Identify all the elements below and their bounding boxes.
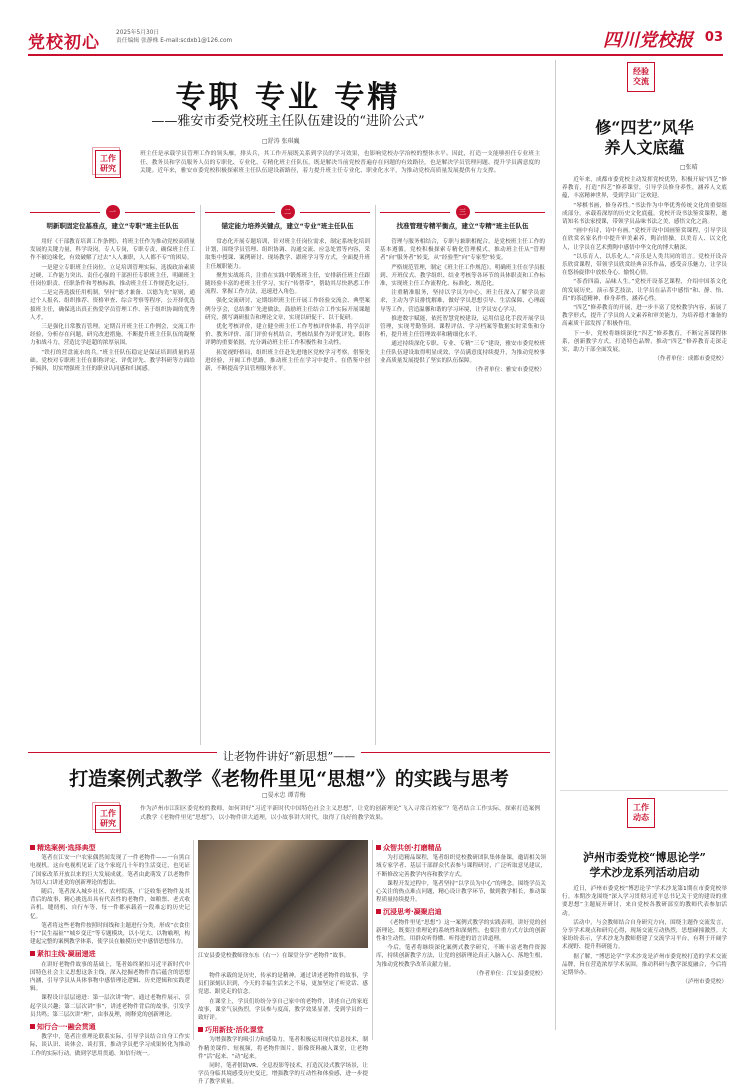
sidebar2-body: 近日，泸州市委党校“博思论学”学术沙龙第1期在市委党校举行。本期沙龙围绕“深入学习贯彻习近平总书记关于党的建设的重要思想”主题展开研讨，来自党校各教研部室的教师代表参加活动。 活动中，与会教师结合自身研究方向，围绕主题作交流发言，分享学术观点和研究心得，现场交流互动热烈，思想碰撞激烈。大家纷纷表示，学术沙龙为教师搭建了交流学习平台，有利于开阔学术视野、提升科研能力。 据了解，“博思论学”学术沙龙是泸州市委党校打造的学术交流品牌，旨在营造浓厚学术氛围，推动科研与教学深度融合，今后将定期举办。 （泸州市委党校） (562, 886, 727, 986)
article1-intro: 班主任是承载学员管理工作的领头雁，排头兵，其工作开展既关系到学员的学习效果，也影响党校办学治校的整体水平。因此，打造一支能够担任专业班主任、教务员和学员服务人员的专职化、专业化、专精化班主任队伍，既是解决当前党校普遍存在问题的有效路径，也是解决学员管理问题、提升学员满意度的关键。近年来，雅安市委党校积极探索班主任队伍建设新路径，着力提升班主任专业化、职业化水平，为推动党校高质量发展提供有力支撑。 (140, 151, 540, 174)
sidebar1-title: 修“四艺”风华 养人文底蕴 (595, 118, 694, 157)
page-header (28, 22, 723, 56)
article1-column-3: 管理与服务相结合，专职与兼职相配合，是党校班主任工作的基本遵循。党校积极探索专精化管理模式，推动班主任从“管理者”向“服务者”转变，从“经验型”向“专家型”转变。 严格规范管理，制定《班主任工作规范》，明确班主任在学员报到、开班仪式、教学组织、结业考核等各环节的具体职责和工作标准，实现班主任工作流程化、标准化、规范化。 注重精准服务，坚持以学员为中心，班主任深入了解学员需求，主动为学员排忧解难，做好学员思想引导、生活保障、心理疏导等工作，营造温馨和谐的学习环境，让学员安心学习。 推进数字赋能，依托智慧党校建设，运用信息化手段开展学员管理，实现考勤签到、课程评估、学习档案等数据实时采集和分析，提升班主任管理效率和精细化水平。 通过持续深化专职、专业、专精“三专”建设，雅安市委党校班主任队伍建设取得明显成效，学员满意度持续提升，为推动党校事业高质量发展提供了坚实的队伍保障。 （作者单位：雅安市委党校） (380, 239, 546, 374)
article2-heading-f: 沉浸思考·凝聚启迪 (376, 908, 546, 916)
article2-tag: 工作研究 (95, 805, 121, 833)
article2-heading-b: 紧扣主线·凝届递进 (30, 950, 190, 958)
article2-byline: □晏永忠 谭青梅 (262, 792, 306, 799)
sidebar1-tag: 经验交流 (627, 62, 655, 92)
section-heading: 锚定能力培养关键点，建立“专业”班主任队伍 (221, 222, 354, 230)
article1-subtitle: ——雅安市委党校班主任队伍建设的“进阶公式” (151, 114, 425, 129)
sidebar2-title: 泸州市委党校“博思论学” 学术沙龙系列活动启动 (583, 851, 706, 879)
article1-byline: □舒涛 张琪巍 (262, 138, 300, 145)
article2-heading-d: 巧用新技·活化课堂 (198, 1026, 368, 1034)
classroom-photo (198, 840, 368, 948)
newspaper-logo: 四川党校报 (603, 30, 693, 51)
article1-section-1-head (30, 205, 195, 231)
article2-heading-e: 众智共创·打磨精品 (376, 844, 546, 852)
article2-title: 打造案例式教学《老物件里见“思想”》的实践与思考 (69, 768, 509, 790)
section-number: 三 (456, 205, 470, 219)
section-title: 党校初心 (28, 33, 100, 53)
sidebar1-end: （作者单位：成都市委党校） (654, 356, 727, 363)
article2-column-3: 众智共创·打磨精品 为打造精品课程，笔者组织党校教研团队集体备课，邀请相关领域专家学者、基层干部群众代表参与课程研讨，广泛听取意见建议，不断修改完善教学内容和教学方式。 课程开发过程中，笔者坚持“以学员为中心”的理念，围绕学员关心关注的热点难点问题，精心设计教学环节，做到教学相长，推动课程质量持续提升。 沉浸思考·凝聚启迪 《老物件里见“思想”》这一案例式教学的实践表明，讲好党的创新理论，既要注重理论的系统性和深刻性，也要注重方式方法的创新性和生动性，用群众听得懂、听得进的语言讲道理。 今后，笔者将继续深化案例式教学研究，不断丰富老物件资源库，持续创新教学方法，让党的创新理论真正入脑入心、落地生根，为推动党校教学改革贡献力量。 （作者单位：江安县委党校） (376, 844, 546, 977)
article2-column-1: 精选案例·选择典型 笔者在江安一户农家偶然间发现了一件老物件——一台黑白电视机。这台电视机见证了这个家庭几十年的生活变迁，也见证了国家改革开放以来的巨大发展成就。笔者由此萌发了以老物件为切入口讲述党的创新理论的想法。 随后，笔者深入城乡社区、农村院落，广泛收集老物件及其背后的故事，精心挑选出具有代表性的老物件，如粮票、老式收音机、缝纫机、自行车等，每一件都承载着一段难忘的历史记忆。 笔者将这些老物件按照时间线和主题进行分类，形成“衣食住行”“民生福祉”“城乡变迁”等专题模块，以小见大、以物喻理，构建起完整的案例教学体系，使学员在触摸历史中感悟思想伟力。 紧扣主线·凝届递进 在讲好老物件故事的基础上，笔者始终紧扣习近平新时代中国特色社会主义思想这条主线，深入挖掘老物件背后蕴含的思想内涵，引导学员从具体事物中感悟理论逻辑、历史逻辑和实践逻辑。 课程设计层层递进：第一层次讲“物”，通过老物件展示，引起学员兴趣；第二层次讲“事”，讲述老物件背后的故事，引发学员共鸣；第三层次讲“理”，由事及理，阐释党的创新理论。 知行合一·融会贯通 教学中，笔者注重理论联系实际，引导学员结合自身工作实际，谈认识、谈体会、谈打算，推动学员把学习成果转化为推动工作的实际行动，做到学思用贯通、知信行统一。 (30, 844, 190, 1057)
article2-intro: 作为泸州市江阳区委党校的教师，如何讲好“习近平新时代中国特色社会主义思想”，让党的创新理论“飞入寻常百姓家”？笔者结合工作实际，探索打造案例式教学《老物件里见“思想”》，以小物件讲大道理，以小故事讲大时代，取得了良好的教学效果。 (140, 806, 540, 821)
sidebar1-author: □张晴 (680, 164, 698, 171)
article1-column-1: 用好《干部教育培训工作条例》，将班主任作为推动党校高质量发展的关键力量，科学设岗，专人专岗，专职专责，确保班主任工作不被边缘化，有效破解了过去“人人兼职，人人都不专”的困局。 一是建立专职班主任岗位。立足培训管理实际，选拔政治素质过硬、工作能力突出、责任心强的干部担任专职班主任，明确班主任岗位职责、任职条件和考核标准，推动班主任工作规范化运行。 二是完善选拔任用机制。坚持“德才兼备、以德为先”原则，通过个人报名、组织推荐、资格审查、综合考察等程序，公开择优选拔班主任，确保选出真正热爱学员管理工作、善于组织协调的优秀人才。 三是强化日常教育管理。定期召开班主任工作例会，交流工作经验，分析存在问题，研究改进措施，不断提升班主任队伍的凝聚力和战斗力，营造比学赶超的浓厚氛围。 “铁打的营盘流水的兵。”班主任队伍稳定是保证培训质量的基础。党校对专职班主任在职称评定、评优评先、教学科研等方面给予倾斜，切实增强班主任的职业认同感和归属感。 (30, 239, 196, 373)
section-number: 一 (106, 205, 120, 219)
article2-end: （作者单位：江安县委党校） (473, 970, 546, 977)
article2-heading-c: 知行合一·融会贯通 (30, 1023, 190, 1031)
sidebar1-body: 近年来，成都市委党校主动发挥党校优势，积极开展“四艺”修养教育，打造“四艺”修养课堂，引导学员修身养性，涵养人文底蕴，丰富精神世界，受到学员广泛欢迎。 “琴棋书画，修身养性。”书法作为中华优秀传统文化的重要组成部分，承载着深厚的历史文化底蕴。党校开设书法鉴赏课程，邀请知名书法家授课，带领学员品味书法之美，感悟文化之韵。 “画中有诗，诗中有画。”党校开设中国画鉴赏课程，引导学员在欣赏名家名作中提升审美素养，陶冶情操，以美育人、以文化人，让学员在艺术熏陶中感悟中华文化的博大精深。 “以乐育人，以乐化人。”音乐是人类共同的语言。党校开设音乐欣赏课程，带领学员欣赏经典音乐作品，感受音乐魅力，让学员在悠扬旋律中放松身心、愉悦心情。 “茶香四溢，品味人生。”党校开设茶艺课程，介绍中国茶文化的发展历史，演示茶艺技法，让学员在品茗中感悟“和、静、怡、真”的茶道精神，修身养性，涵养心性。 “四艺”修养教育的开展，进一步丰富了党校教学内容，拓展了教学形式，提升了学员的人文素养和审美能力，为培养德才兼备的高素质干部发挥了积极作用。 下一步，党校将继续深化“四艺”修养教育，不断完善课程体系，创新教学方式，打造特色品牌，推动“四艺”修养教育走深走实，助力干部全面发展。 （作者单位：成都市委党校） (562, 177, 727, 363)
article1-end: （作者单位：雅安市委党校） (472, 367, 545, 374)
article2-column-2: 物件承载的是历史，传承的是精神。通过讲述老物件的故事，学员们深刻认识到，今天的幸福生活来之不易，更加坚定了听党话、感党恩、跟党走的信念。 在课堂上，学员们纷纷分享自己家中的老物件，讲述自己的家庭故事，课堂气氛热烈，学员参与度高，教学效果显著，受到学员的一致好评。 巧用新技·活化课堂 为增强教学的吸引力和感染力，笔者积极运用现代信息技术，制作精美课件、短视频，将老物件图片、影像资料融入课堂，让老物件“活”起来、“动”起来。 同时，笔者借助VR、全息投影等技术，打造沉浸式教学场景，让学员身临其境感受历史变迁，增强教学的互动性和体验感，进一步提升了教学质量。 (198, 973, 368, 1086)
article1-section-2-head (205, 205, 370, 231)
header-meta (116, 29, 232, 45)
sidebar2-end: （泸州市委党校） (682, 979, 727, 986)
article1-section-3-head (380, 205, 545, 231)
article1-tag: 工作研究 (95, 150, 121, 178)
article1-title: 专职 专业 专精 (175, 80, 401, 115)
section-number: 二 (281, 205, 295, 219)
section-heading: 找准管理专精平衡点，建立“专精”班主任队伍 (396, 222, 529, 230)
photo-caption: 江安县委党校教师徐东东（右一）在课堂分享“老物件”故事。 (198, 953, 350, 959)
article2-kicker: 让老物件讲好“新思想”—— (28, 748, 550, 764)
section-heading: 明新职固定位基准点，建立“专职”班主任队伍 (46, 222, 179, 230)
header-editor: 责任编辑 张静株 E-mail:scdxb1@126.com (116, 38, 233, 44)
article2-heading-a: 精选案例·选择典型 (30, 844, 190, 852)
page-number: 03 (704, 30, 723, 45)
header-date: 2025年5月30日 (116, 30, 160, 36)
sidebar2-tag: 工作动态 (627, 798, 655, 828)
article1-column-2: 常态化开展专题培训，针对班主任岗位需求，制定系统化培训计划，围绕学员管理、组织协调、沟通交流、应急处置等内容，采取集中授课、案例研讨、现场教学、跟班学习等方式，全面提升班主任履职能力。 聚焦实战练兵，注重在实践中锻炼班主任，安排新任班主任跟随经验丰富的老班主任学习，实行“传帮带”，帮助其尽快熟悉工作流程、掌握工作方法，迅速进入角色。 强化交流研讨，定期组织班主任开展工作经验交流会、典型案例分享会，总结推广先进做法，鼓励班主任结合工作实际开展课题研究，撰写调研报告和理论文章，实现以研促干、以干促研。 优化考核评价，建立健全班主任工作考核评价体系，将学员评价、教务评价、部门评价有机结合，考核结果作为评优评先、职称评聘的重要依据，充分调动班主任工作积极性和主动性。 拓宽视野格局，组织班主任赴先进地区党校学习考察，借鉴先进经验，开阔工作思路，推动班主任在学习中提升、在借鉴中创新，不断提高学员管理服务水平。 (205, 239, 370, 373)
